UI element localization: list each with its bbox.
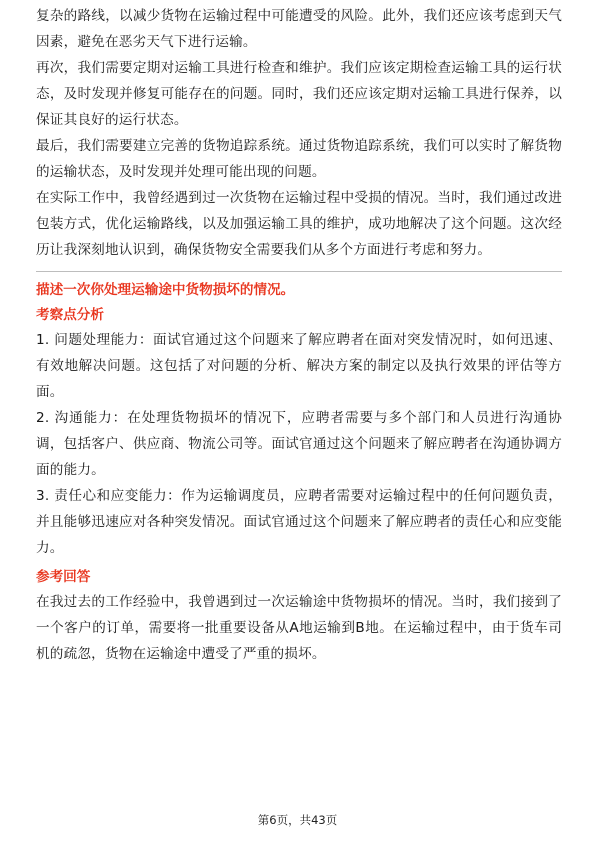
analysis-point: 3. 责任心和应变能力：作为运输调度员，应聘者需要对运输过程中的任何问题负责，并且能够迅速应对各种突发情况。面试官通过这个问题来了解应聘者的责任心和应变能力。 bbox=[36, 488, 562, 556]
analysis-list bbox=[36, 327, 562, 561]
section-divider bbox=[36, 271, 562, 272]
analysis-heading: 考察点分析 bbox=[36, 307, 104, 323]
document-page bbox=[36, 0, 562, 667]
question-title: 描述一次你处理运输途中货物损坏的情况。 bbox=[36, 282, 295, 298]
analysis-point: 1. 问题处理能力：面试官通过这个问题来了解应聘者在面对突发情况时，如何迅速、有效地解决问题。这包括了对问题的分析、解决方案的制定以及执行效果的评估等方面。 bbox=[36, 332, 562, 400]
answer-heading: 参考回答 bbox=[36, 569, 91, 585]
page-number-footer: 第6页，共43页 bbox=[257, 813, 338, 827]
answer-body bbox=[36, 589, 562, 667]
paragraph: 最后，我们需要建立完善的货物追踪系统。通过货物追踪系统，我们可以实时了解货物的运输状态，及时发现并处理可能出现的问题。 bbox=[36, 138, 562, 180]
paragraph: 在实际工作中，我曾经遇到过一次货物在运输过程中受损的情况。当时，我们通过改进包装方式，优化运输路线，以及加强运输工具的维护，成功地解决了这个问题。这次经历让我深刻地认识到，确保货物安全需要我们从多个方面进行考虑和努力。 bbox=[36, 190, 562, 258]
answer-paragraph: 在我过去的工作经验中，我曾遇到过一次运输途中货物损坏的情况。当时，我们接到了一个客户的订单，需要将一批重要设备从A地运输到B地。在运输过程中，由于货车司机的疏忽，货物在运输途中遭受了严重的损坏。 bbox=[36, 594, 562, 662]
previous-answer-continuation bbox=[36, 0, 562, 263]
paragraph: 复杂的路线，以减少货物在运输过程中可能遭受的风险。此外，我们还应该考虑到天气因素，避免在恶劣天气下进行运输。 bbox=[36, 8, 562, 50]
paragraph: 再次，我们需要定期对运输工具进行检查和维护。我们应该定期检查运输工具的运行状态，及时发现并修复可能存在的问题。同时，我们还应该定期对运输工具进行保养，以保证其良好的运行状态。 bbox=[36, 60, 562, 128]
analysis-point: 2. 沟通能力：在处理货物损坏的情况下，应聘者需要与多个部门和人员进行沟通协调，包括客户、供应商、物流公司等。面试官通过这个问题来了解应聘者在沟通协调方面的能力。 bbox=[36, 410, 562, 478]
